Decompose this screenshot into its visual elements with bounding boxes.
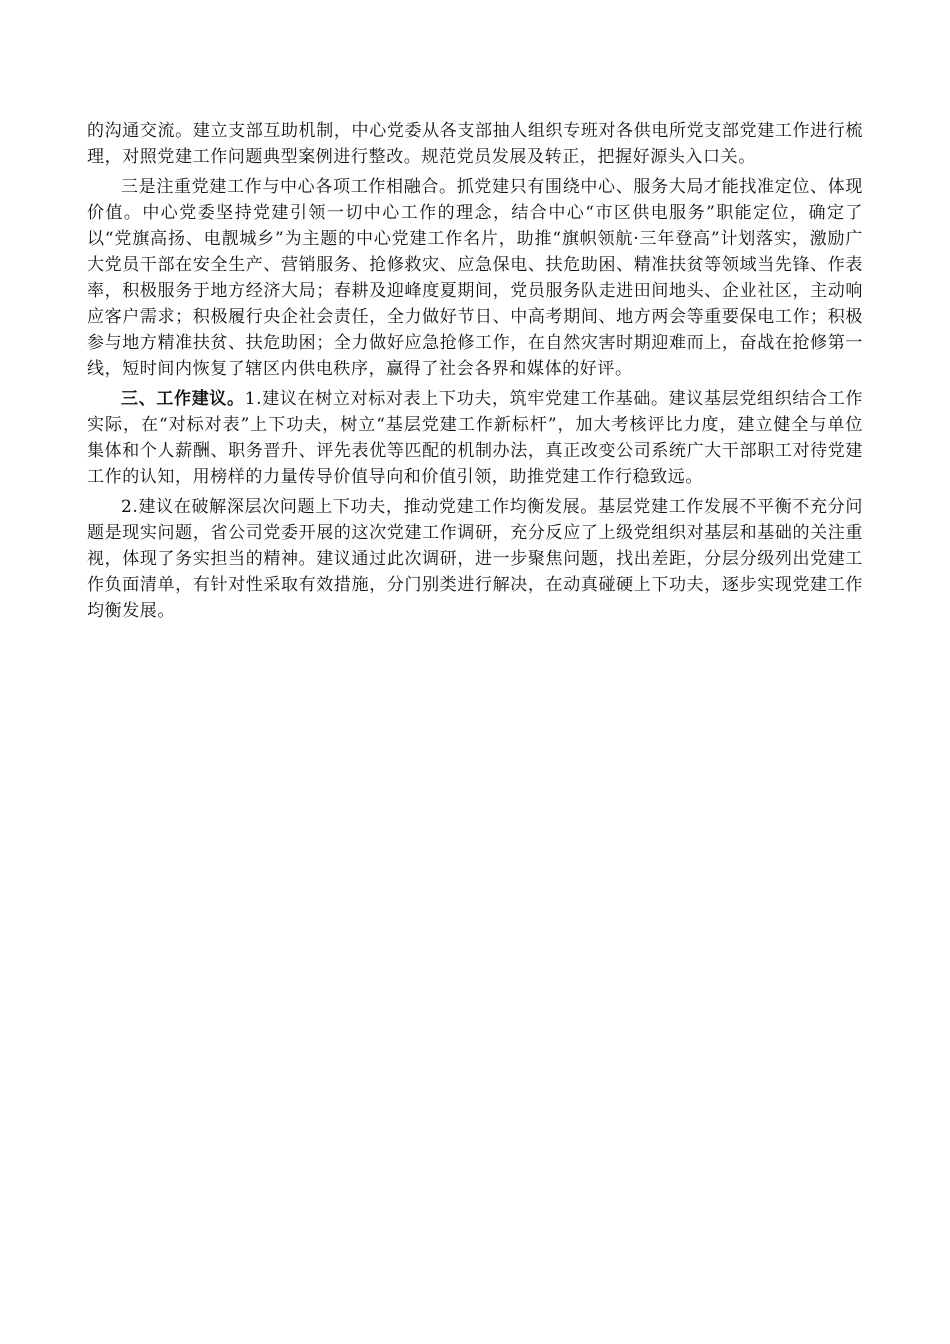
paragraph-suggestion-2: 2.建议在破解深层次问题上下功夫，推动党建工作均衡发展。基层党建工作发展不平衡不充分问题是现实问题，省公司党委开展的这次党建工作调研，充分反应了上级党组织对基层和基础的关注重视，体现了务实担当的精神。建议通过此次调研，进一步聚焦问题，找出差距，分层分级列出党建工作负面清单，有针对性采取有效措施，分门别类进行解决，在动真碰硬上下功夫，逐步实现党建工作均衡发展。 — [87, 497, 863, 621]
suggestion-1-text: 1.建议在树立对标对表上下功夫，筑牢党建工作基础。建议基层党组织结合工作实际，在“对标对表”上下功夫，树立“基层党建工作新标杆”，加大考核评比力度，建立健全与单位集体和个人薪酬、职务晋升、评先表优等匹配的机制办法，真正改变公司系统广大干部职工对待党建工作的认知，用榜样的力量传导价值导向和价值引领，助推党建工作行稳致远。 — [87, 389, 863, 487]
paragraph-work-suggestions — [87, 386, 863, 490]
paragraph-integration: 三是注重党建工作与中心各项工作相融合。抓党建只有围绕中心、服务大局才能找准定位、体现价值。中心党委坚持党建引领一切中心工作的理念，结合中心“市区供电服务”职能定位，确定了以“党旗高扬、电靓城乡”为主题的中心党建工作名片，助推“旗帜领航·三年登高”计划落实，激励广大党员干部在安全生产、营销服务、抢修救灾、应急保电、扶危助困、精准扶贫等领域当先锋、作表率，积极服务于地方经济大局；春耕及迎峰度夏期间，党员服务队走进田间地头、企业社区，主动响应客户需求；积极履行央企社会责任，全力做好节日、中高考期间、地方两会等重要保电工作；积极参与地方精准扶贫、扶危助困；全力做好应急抢修工作，在自然灾害时期迎难而上，奋战在抢修第一线，短时间内恢复了辖区内供电秩序，赢得了社会各界和媒体的好评。 — [87, 177, 863, 379]
paragraph-communication-continued: 的沟通交流。建立支部互助机制，中心党委从各支部抽人组织专班对各供电所党支部党建工作进行梳理，对照党建工作问题典型案例进行整改。规范党员发展及转正，把握好源头入口关。 — [87, 121, 863, 167]
section-heading: 三、工作建议。 — [121, 389, 245, 409]
document-body — [87, 118, 863, 628]
